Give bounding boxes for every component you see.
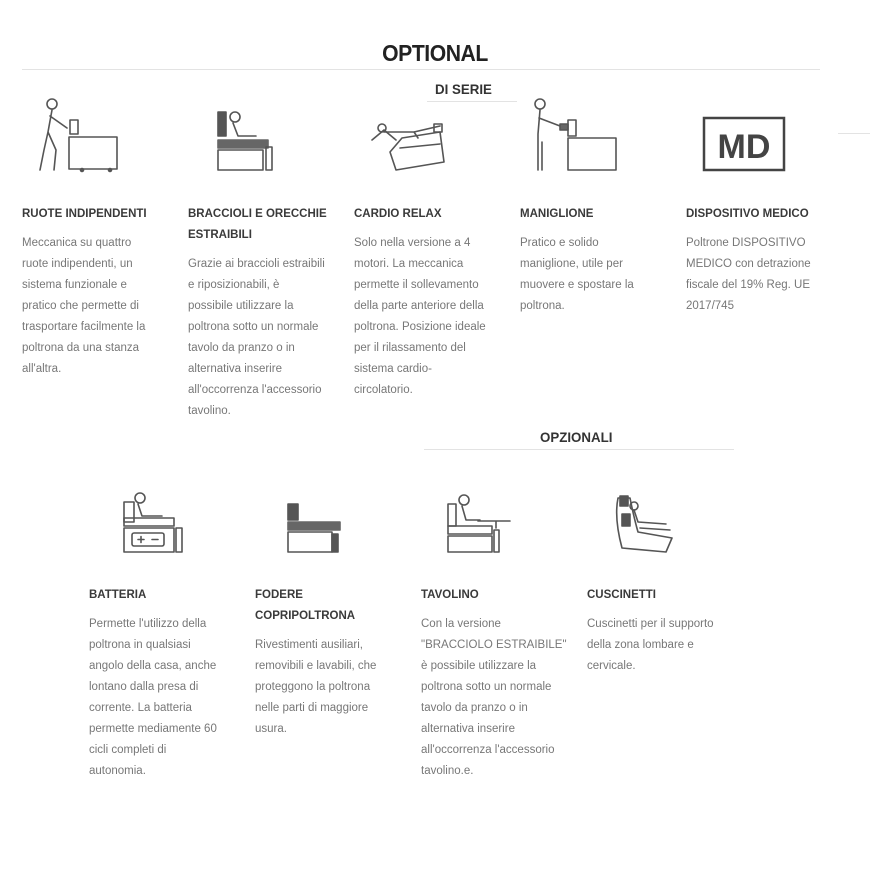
reclining-chair-icon	[354, 92, 464, 182]
feature-text-maniglione: Pratico e solido maniglione, utile per muovere e spostare la poltrona.	[520, 237, 634, 312]
feature-text-tavolino: Con la versione "BRACCIOLO ESTRAIBILE" è possibile utilizzare la poltrona sotto un normale tavolo da pranzo o in alternativa inserire all'occorrenza l'accessorio tavolino.e.	[421, 618, 567, 777]
feature-title-cardio: CARDIO RELAX	[354, 208, 442, 220]
feature-title-batteria: BATTERIA	[89, 589, 147, 601]
title-divider	[22, 69, 820, 70]
section-divider-optional	[424, 449, 734, 450]
feature-text-ruote: Meccanica su quattro ruote indipendenti, un sistema funzionale e pratico che permette di trasportare facilmente la poltrona da una stanza all'altra.	[22, 237, 146, 375]
feature-title-ruote: RUOTE INDIPENDENTI	[22, 208, 147, 220]
feature-title-fodere: FODERE COPRIPOLTRONA	[255, 589, 356, 622]
chair-cushions-icon	[596, 478, 706, 568]
feature-title-tavolino: TAVOLINO	[421, 589, 479, 601]
md-label: MD	[717, 128, 771, 166]
feature-text-cuscinetti: Cuscinetti per il supporto della zona lombare e cervicale.	[587, 618, 714, 672]
feature-text-medico: Poltrone DISPOSITIVO MEDICO con detrazione fiscale del 19% Reg. UE 2017/745	[686, 237, 811, 312]
section-title-standard: DI SERIE	[435, 81, 492, 97]
feature-text-fodere: Rivestimenti ausiliari, removibili e lavabili, che proteggono la poltrona nelle parti di maggiore usura.	[255, 639, 377, 735]
person-handle-chair-icon	[520, 92, 630, 182]
feature-title-cuscinetti: CUSCINETTI	[587, 589, 656, 601]
feature-title-maniglione: MANIGLIONE	[520, 208, 594, 220]
feature-title-medico: DISPOSITIVO MEDICO	[686, 208, 809, 220]
feature-title-braccioli: BRACCIOLI E ORECCHIE ESTRAIBILI	[188, 208, 327, 241]
chair-cover-icon	[264, 478, 374, 568]
chair-removable-armrests-icon	[188, 92, 298, 182]
feature-text-braccioli: Grazie ai braccioli estraibili e riposizionabili, è possibile utilizzare la poltrona sotto un normale tavolo da pranzo o in alternativa inserire all'occorrenza l'accessorio tavolino.	[188, 258, 325, 417]
md-badge-icon	[686, 92, 796, 182]
feature-text-batteria: Permette l'utilizzo della poltrona in qualsiasi angolo della casa, anche lontano dalla presa di corrente. La batteria permette mediamente 60 cicli completi di autonomia.	[89, 618, 217, 777]
chair-table-icon	[430, 478, 540, 568]
person-pushing-chair-icon	[22, 92, 132, 182]
page-title: OPTIONAL	[382, 40, 488, 66]
decorative-divider-right	[838, 133, 870, 134]
chair-battery-icon	[98, 478, 208, 568]
section-title-optional: OPZIONALI	[540, 429, 613, 445]
feature-text-cardio: Solo nella versione a 4 motori. La meccanica permette il sollevamento della parte anteriore della poltrona. Posizione ideale per il rilassamento del sistema cardio- circolatorio.	[354, 237, 486, 396]
